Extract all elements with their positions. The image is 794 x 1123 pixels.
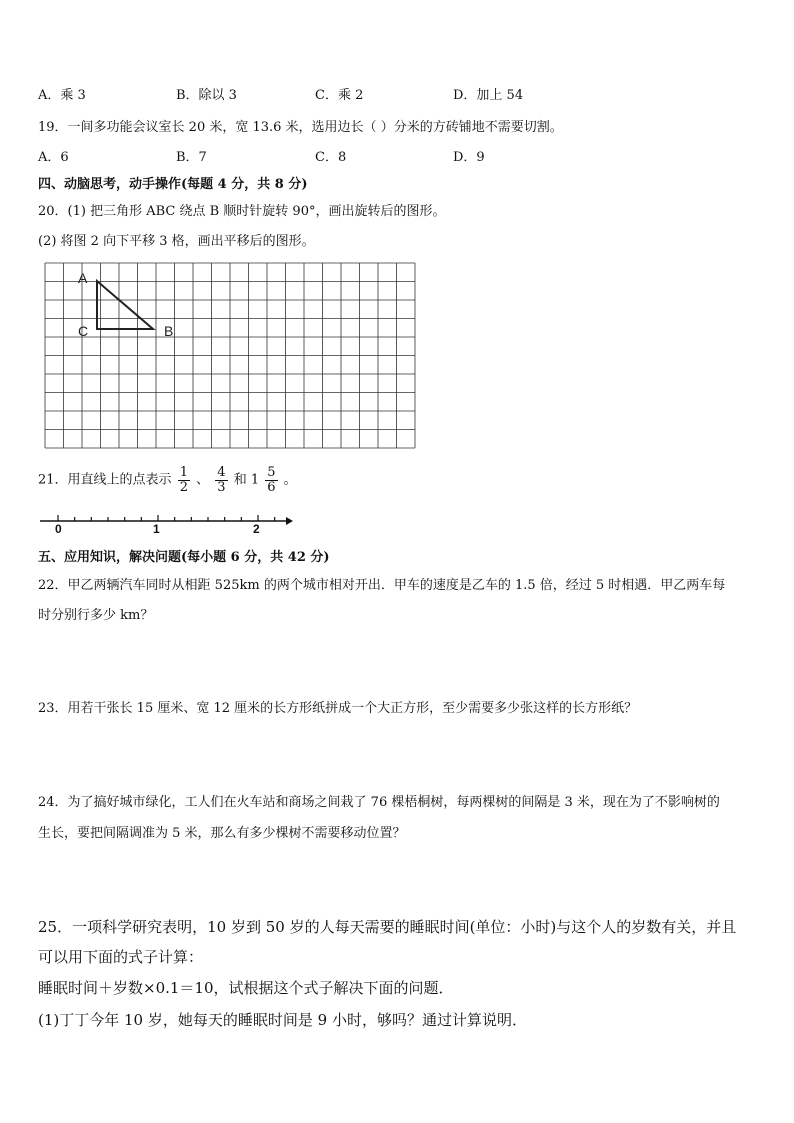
fraction-numerator: 1 bbox=[179, 465, 188, 480]
q19-option-b: B．7 bbox=[176, 150, 207, 165]
q25-line3: 睡眠时间＋岁数×0.1＝10，试根据这个式子解决下面的问题． bbox=[38, 979, 454, 997]
q19-option-d: D．9 bbox=[453, 150, 485, 165]
fraction-1-2 bbox=[178, 466, 190, 494]
q25-line2: 可以用下面的式子计算： bbox=[38, 948, 204, 966]
q18-option-c: C．乘 2 bbox=[315, 88, 364, 103]
section-5-heading: 五、应用知识，解决问题(每小题 6 分，共 42 分) bbox=[38, 550, 330, 565]
vertex-label-a: A bbox=[78, 270, 88, 286]
fraction-numerator: 4 bbox=[217, 465, 226, 480]
number-line-arrow bbox=[286, 517, 293, 525]
q21-and: 和 1 bbox=[233, 472, 260, 488]
fraction-denominator: 6 bbox=[267, 479, 276, 495]
q24-line2: 生长，要把间隔调准为 5 米，那么有多少棵树不需要移动位置？ bbox=[38, 826, 406, 841]
q20-part2: (2) 将图 2 向下平移 3 格，画出平移后的图形。 bbox=[38, 234, 315, 249]
fraction-4-3 bbox=[215, 466, 227, 494]
section-4-heading: 四、动脑思考，动手操作(每题 4 分，共 8 分) bbox=[38, 177, 308, 192]
q20-grid-figure bbox=[44, 262, 416, 452]
axis-label-1: 1 bbox=[153, 522, 160, 536]
vertex-label-c: C bbox=[78, 323, 89, 339]
q25-line4: (1)丁丁今年 10 岁，她每天的睡眠时间是 9 小时，够吗？通过计算说明． bbox=[38, 1011, 527, 1029]
axis-label-2: 2 bbox=[253, 522, 260, 536]
q20-part1: 20．(1) 把三角形 ABC 绕点 B 顺时针旋转 90°，画出旋转后的图形。 bbox=[38, 204, 446, 219]
q22-line1: 22．甲乙两辆汽车同时从相距 525km 的两个城市相对开出．甲车的速度是乙车的 1.5 倍，经过 5 时相遇．甲乙两车每 bbox=[38, 578, 726, 593]
q19-question: 19．一间多功能会议室长 20 米，宽 13.6 米，选用边长（ ）分米的方砖铺地不需要切割。 bbox=[38, 120, 563, 135]
q21-question bbox=[38, 466, 297, 494]
number-line-ticks bbox=[58, 515, 275, 521]
fraction-5-6 bbox=[265, 466, 277, 494]
fraction-denominator: 3 bbox=[217, 479, 226, 495]
q24-line1: 24．为了搞好城市绿化，工人们在火车站和商场之间栽了 76 棵梧桐树，每两棵树的间隔是 3 米，现在为了不影响树的 bbox=[38, 795, 720, 810]
q21-suffix: 。 bbox=[283, 472, 297, 488]
q23-question: 23．用若干张长 15 厘米、宽 12 厘米的长方形纸拼成一个大正方形，至少需要多少张这样的长方形纸？ bbox=[38, 701, 638, 716]
axis-label-0: 0 bbox=[55, 522, 62, 536]
vertex-label-b: B bbox=[164, 323, 174, 339]
fraction-denominator: 2 bbox=[179, 479, 188, 495]
q18-option-a: A．乘 3 bbox=[38, 88, 86, 103]
grid-lines bbox=[45, 263, 415, 448]
q18-option-d: D．加上 54 bbox=[453, 88, 524, 103]
q21-separator: 、 bbox=[196, 472, 210, 488]
q18-option-b: B．除以 3 bbox=[176, 88, 237, 103]
q19-option-c: C．8 bbox=[315, 150, 347, 165]
fraction-numerator: 5 bbox=[267, 465, 276, 480]
q21-prefix: 21．用直线上的点表示 bbox=[38, 472, 172, 488]
number-line bbox=[38, 508, 298, 538]
q19-option-a: A．6 bbox=[38, 150, 69, 165]
q25-line1: 25．一项科学研究表明，10 岁到 50 岁的人每天需要的睡眠时间(单位：小时)与这个人的岁数有关，并且 bbox=[38, 918, 737, 936]
q22-line2: 时分别行多少 km？ bbox=[38, 608, 154, 623]
triangle-abc bbox=[97, 281, 153, 329]
